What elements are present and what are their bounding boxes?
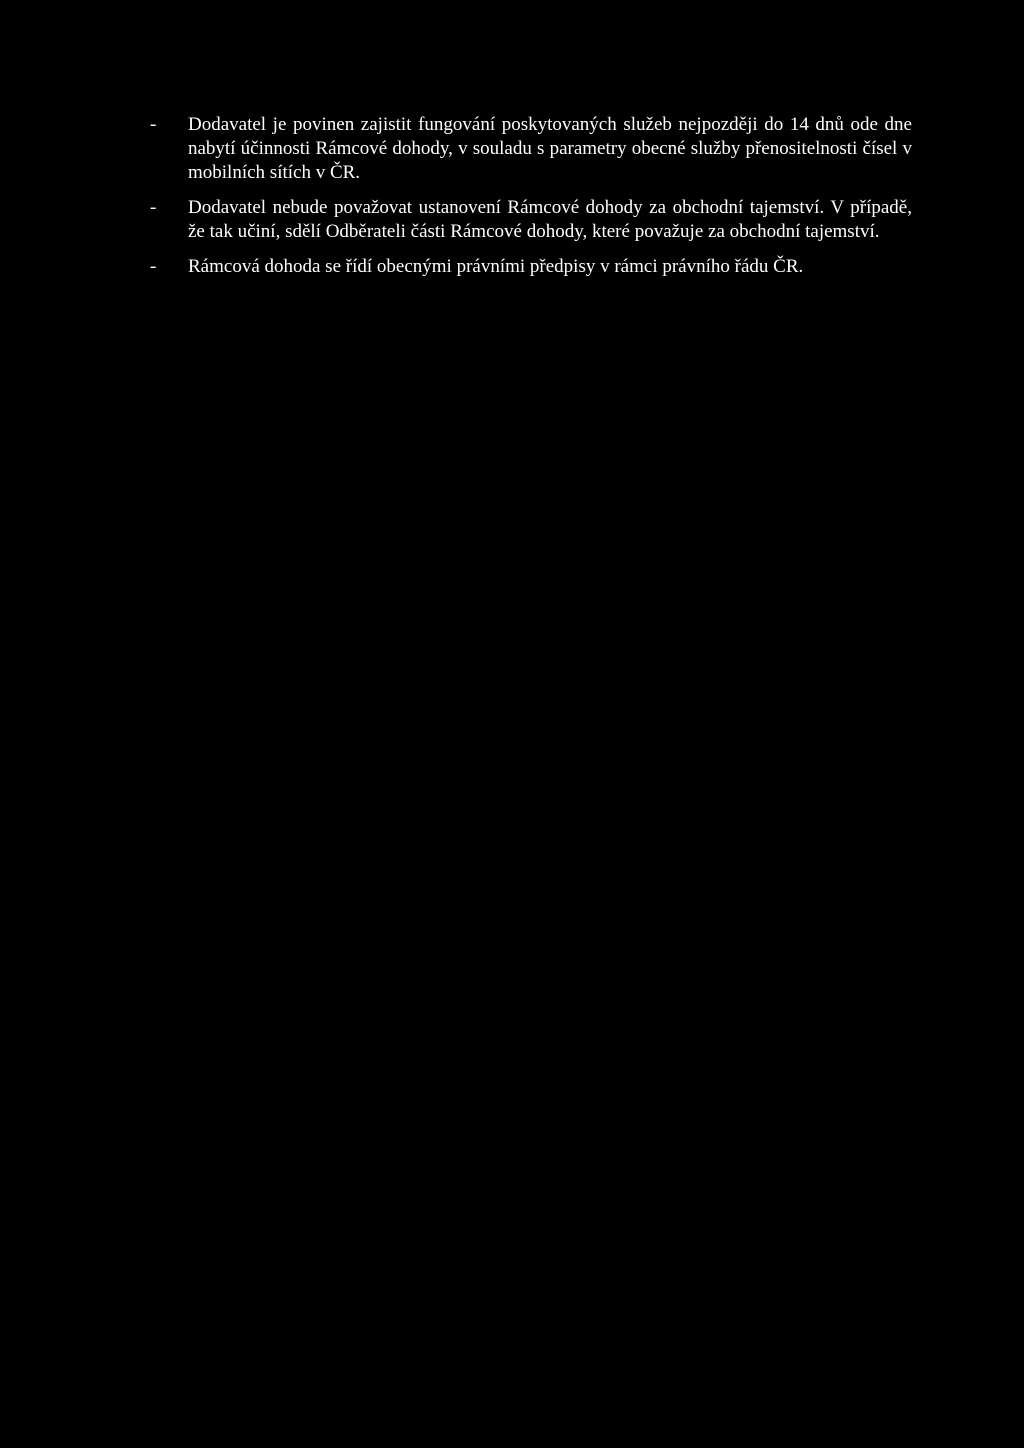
bullet-dash: - <box>150 256 157 277</box>
clause-item <box>150 255 912 279</box>
clause-item <box>150 196 912 244</box>
clause-text: Dodavatel nebude považovat ustanovení Rámcové dohody za obchodní tajemství. V případě, že tak učiní, sdělí Odběrateli části Rámcové dohody, které považuje za obchodní tajemství. <box>188 197 912 242</box>
clause-list <box>150 113 912 279</box>
bullet-dash: - <box>150 197 157 218</box>
clause-text: Dodavatel je povinen zajistit fungování poskytovaných služeb nejpozději do 14 dnů ode dne nabytí účinnosti Rámcové dohody, v souladu s parametry obecné služby přenositelnosti čísel v mobilních sítích v ČR. <box>188 114 912 183</box>
clause-item <box>150 113 912 185</box>
clause-text: Rámcová dohoda se řídí obecnými právními předpisy v rámci právního řádu ČR. <box>188 256 804 277</box>
bullet-dash: - <box>150 114 157 135</box>
